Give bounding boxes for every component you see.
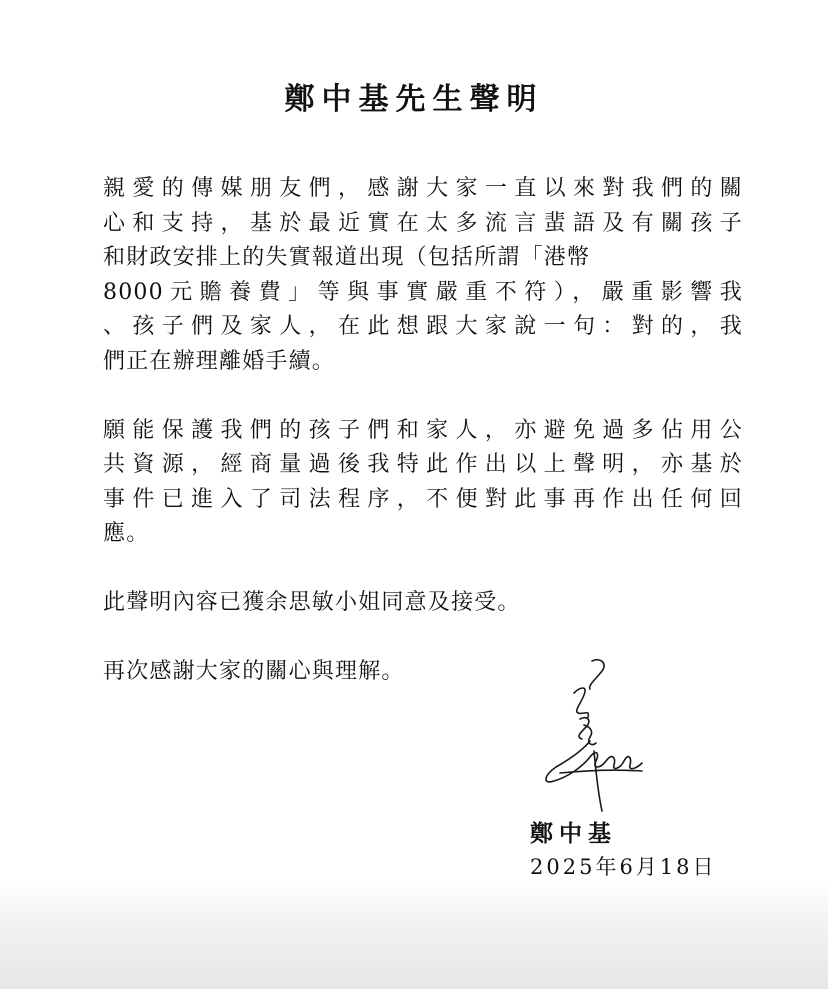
paragraph-1-line-4: 8000元贍養費」等與事實嚴重不符），嚴重影響我 (103, 279, 743, 305)
paragraph-4-line-1: 再次感謝大家的關心與理解。 (103, 659, 405, 684)
paragraph-gap (103, 621, 743, 656)
paragraph-3-line-1: 此聲明內容已獲余思敏小姐同意及接受。 (103, 590, 521, 615)
handwritten-signature (530, 655, 660, 815)
statement-body (103, 172, 743, 690)
paragraph-2-line-3: 事件已進入了司法程序，不便對此事再作出任何回 (103, 486, 743, 512)
paragraph-1-line-5: 、孩子們及家人，在此想跟大家說一句：對的，我 (103, 314, 743, 339)
statement-date: 2025年6月18日 (530, 855, 717, 879)
paragraph-1-line-6: 們正在辦理離婚手續。 (103, 348, 336, 374)
paragraph-2-line-4: 應。 (103, 521, 150, 546)
statement-title: 鄭中基先生聲明 (284, 82, 544, 117)
paragraph-1-line-3: 和財政安排上的失實報道出現（包括所謂「港幣 (103, 245, 591, 270)
paragraph-gap (103, 379, 743, 414)
paragraph-gap (103, 552, 743, 587)
paragraph-2-line-2: 共資源，經商量過後我特此作出以上聲明，亦基於 (103, 452, 743, 477)
paragraph-1-line-2: 心和支持，基於最近實在太多流言蜚語及有關孩子 (103, 210, 743, 236)
paragraph-2-line-1: 願能保護我們的孩子們和家人，亦避免過多佔用公 (103, 417, 743, 443)
paragraph-1-line-1: 親愛的傳媒朋友們，感謝大家一直以來對我們的關 (103, 176, 743, 201)
signatory-name: 鄭中基 (530, 820, 617, 847)
